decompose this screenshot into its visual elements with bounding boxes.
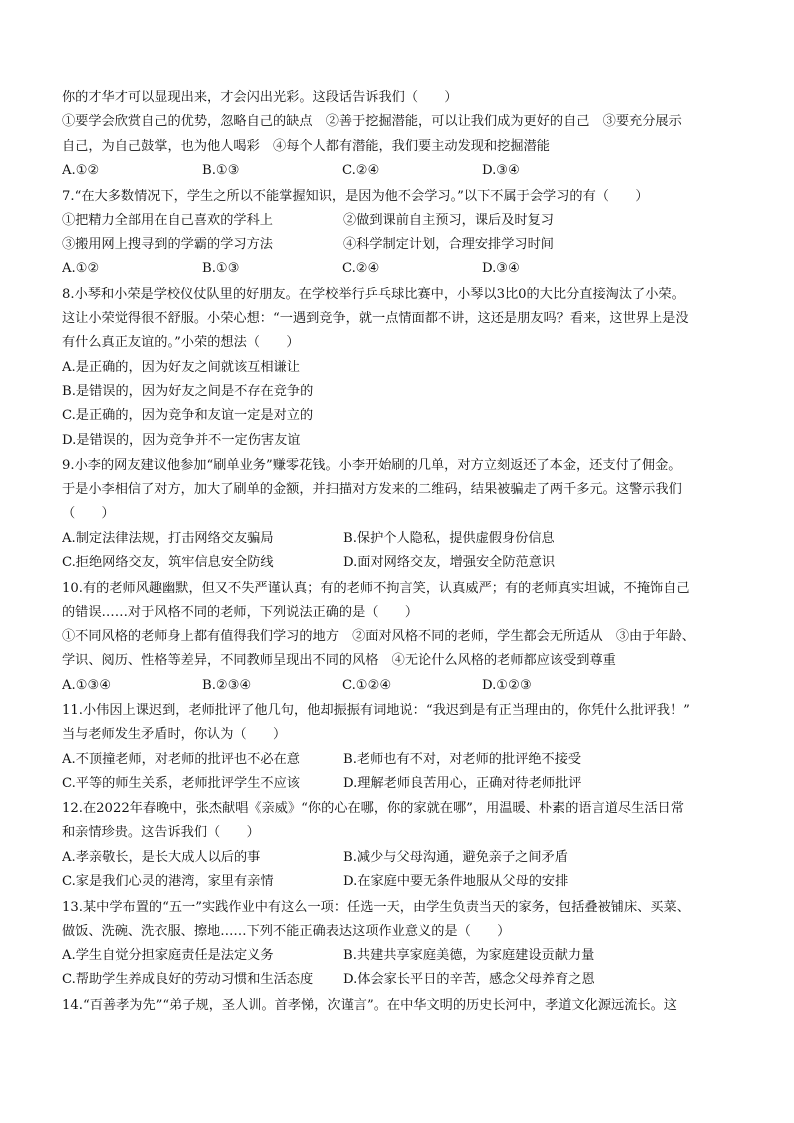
q6-option-d[interactable]: D.③④ — [482, 163, 520, 179]
exam-page — [62, 86, 742, 1018]
q8-option-c[interactable]: C.是正确的，因为竞争和友谊一定是对立的 — [62, 408, 314, 424]
q11-option-a[interactable]: A.不顶撞老师，对老师的批评也不必在意 — [62, 751, 300, 767]
q7-statement-4: ④科学制定计划，合理安排学习时间 — [343, 236, 554, 252]
q7-option-a[interactable]: A.①② — [62, 261, 100, 277]
q11-option-b[interactable]: B.老师也有不对，对老师的批评绝不接受 — [343, 751, 582, 767]
q10-stem-line2: 的错误……对于风格不同的老师，下列说法正确的是（ ） — [62, 604, 419, 620]
q9-options-row2 — [62, 551, 742, 575]
q9-options-row1 — [62, 527, 742, 551]
q14-stem-line1: 14.“百善孝为先”“弟子规，圣人训。首孝悌，次谨言”。在中华文明的历史长河中，孝道文化源远流长。这 — [62, 997, 677, 1013]
q7-statement-2: ②做到课前自主预习，课后及时复习 — [343, 212, 554, 228]
q8-option-b[interactable]: B.是错误的，因为好友之间是不存在竞争的 — [62, 383, 314, 399]
q6-option-b[interactable]: B.①③ — [202, 163, 240, 179]
q12-options-row1 — [62, 846, 742, 870]
q13-option-d[interactable]: D.体会家长平日的辛苦，感念父母养育之恩 — [343, 972, 595, 988]
q9-option-c[interactable]: C.拒绝网络交友，筑牢信息安全防线 — [62, 555, 274, 571]
q10-statements-line2: 学识、阅历、性格等差异，不同教师呈现出不同的风格 ④无论什么风格的老师都应该受到尊重 — [62, 653, 616, 669]
q9-option-d[interactable]: D.面对网络交友，增强安全防范意识 — [343, 555, 556, 571]
q6-options — [62, 159, 742, 183]
q12-option-b[interactable]: B.减少与父母沟通，避免亲子之间矛盾 — [343, 849, 568, 865]
q9-stem-line1: 9.小李的网友建议他参加“刷单业务”赚零花钱。小李开始刷的几单，对方立刻返还了本金，还支付了佣金。 — [62, 458, 682, 474]
q6-option-a[interactable]: A.①② — [62, 163, 100, 179]
q13-options-row1 — [62, 944, 742, 968]
q8-option-a[interactable]: A.是正确的，因为好友之间就该互相谦让 — [62, 359, 300, 375]
q10-option-a[interactable]: A.①③④ — [62, 677, 112, 693]
q8-stem-line3: 有什么真正友谊的。”小荣的想法（ ） — [62, 335, 300, 351]
q11-option-d[interactable]: D.理解老师良苦用心，正确对待老师批评 — [343, 775, 582, 791]
q6-option-c[interactable]: C.②④ — [342, 163, 380, 179]
q7-option-d[interactable]: D.③④ — [482, 261, 520, 277]
q8-stem-line2: 这让小荣觉得很不舒服。小荣心想：“一遇到竞争，就一点情面都不讲，这还是朋友吗？看来，这世界上是没 — [62, 310, 689, 326]
q7-options — [62, 257, 742, 281]
q8-option-d[interactable]: D.是错误的，因为竞争并不一定伤害友谊 — [62, 432, 301, 448]
q8-stem-line1: 8.小琴和小荣是学校仪仗队里的好朋友。在学校举行乒乓球比赛中，小琴以3比0的大比分直接淘汰了小荣。 — [62, 286, 685, 302]
q11-options-row2 — [62, 772, 742, 796]
q12-options-row2 — [62, 870, 742, 894]
q13-option-b[interactable]: B.共建共享家庭美德，为家庭建设贡献力量 — [343, 947, 595, 963]
q13-option-c[interactable]: C.帮助学生养成良好的劳动习惯和生活态度 — [62, 972, 314, 988]
q12-option-d[interactable]: D.在家庭中要无条件地服从父母的安排 — [343, 874, 569, 890]
q7-statement-3: ③搬用网上搜寻到的学霸的学习方法 — [62, 236, 273, 252]
q6-stem-tail: 你的才华才可以显现出来，才会闪出光彩。这段话告诉我们（ ） — [62, 90, 458, 105]
q11-option-c[interactable]: C.平等的师生关系，老师批评学生不应该 — [62, 775, 300, 791]
q9-option-a[interactable]: A.制定法律法规，打击网络交友骗局 — [62, 530, 274, 546]
q7-option-c[interactable]: C.②④ — [342, 261, 380, 277]
q10-options — [62, 674, 742, 698]
q7-statements-row1 — [62, 209, 742, 233]
q9-stem-line3: （ ） — [62, 506, 115, 522]
q10-stem-line1: 10.有的老师风趣幽默，但又不失严谨认真；有的老师不拘言笑，认真威严；有的老师真实坦诚，不掩饰自己 — [62, 580, 690, 596]
q6-statements-line2: 自己，为自己鼓掌，也为他人喝彩 ④每个人都有潜能，我们要主动发现和挖掘潜能 — [62, 138, 550, 154]
q12-stem-line2: 和亲情珍贵。这告诉我们（ ） — [62, 825, 260, 841]
q11-options-row1 — [62, 748, 742, 772]
q13-stem-line2: 做饭、洗碗、洗衣服、擦地……下列不能正确表达这项作业意义的是（ ） — [62, 923, 511, 939]
q10-option-d[interactable]: D.①②③ — [482, 677, 532, 693]
q12-option-c[interactable]: C.家是我们心灵的港湾，家里有亲情 — [62, 874, 274, 890]
q11-stem-line2: 当与老师发生矛盾时，你认为（ ） — [62, 727, 287, 743]
q13-option-a[interactable]: A.学生自觉分担家庭责任是法定义务 — [62, 947, 274, 963]
q12-option-a[interactable]: A.孝亲敬长，是长大成人以后的事 — [62, 849, 261, 865]
q9-stem-line2: 于是小李相信了对方，加大了刷单的金额，并扫描对方发来的二维码，结果被骗走了两千多元。这警示我们 — [62, 482, 682, 498]
q10-option-b[interactable]: B.②③④ — [202, 677, 252, 693]
q7-stem: 7.“在大多数情况下，学生之所以不能掌握知识，是因为他不会学习。”以下不属于会学习的有（ ） — [62, 188, 649, 204]
q9-option-b[interactable]: B.保护个人隐私，提供虚假身份信息 — [343, 530, 555, 546]
q10-statements-line1: ①不同风格的老师身上都有值得我们学习的地方 ②面对风格不同的老师，学生都会无所适从 ③由于年龄、 — [62, 629, 695, 645]
q11-stem-line1: 11.小伟因上课迟到，老师批评了他几句，他却振振有词地说：“我迟到是有正当理由的，你凭什么批评我！” — [62, 703, 690, 719]
q7-statements-row2 — [62, 233, 742, 257]
q10-option-c[interactable]: C.①②④ — [342, 677, 392, 693]
q7-statement-1: ①把精力全部用在自己喜欢的学科上 — [62, 212, 273, 228]
q6-statements-line1: ①要学会欣赏自己的优势，忽略自己的缺点 ②善于挖掘潜能，可以让我们成为更好的自己 ③要充分展示 — [62, 114, 682, 130]
q12-stem-line1: 12.在2022年春晚中，张杰献唱《亲威》“你的心在哪，你的家就在哪”，用温暖、朴素的语言道尽生活日常 — [62, 801, 684, 817]
q7-option-b[interactable]: B.①③ — [202, 261, 240, 277]
q13-stem-line1: 13.某中学布置的“五一”实践作业中有这么一项：任选一天，由学生负责当天的家务，包括叠被铺床、买菜、 — [62, 899, 690, 915]
q13-options-row2 — [62, 968, 742, 992]
